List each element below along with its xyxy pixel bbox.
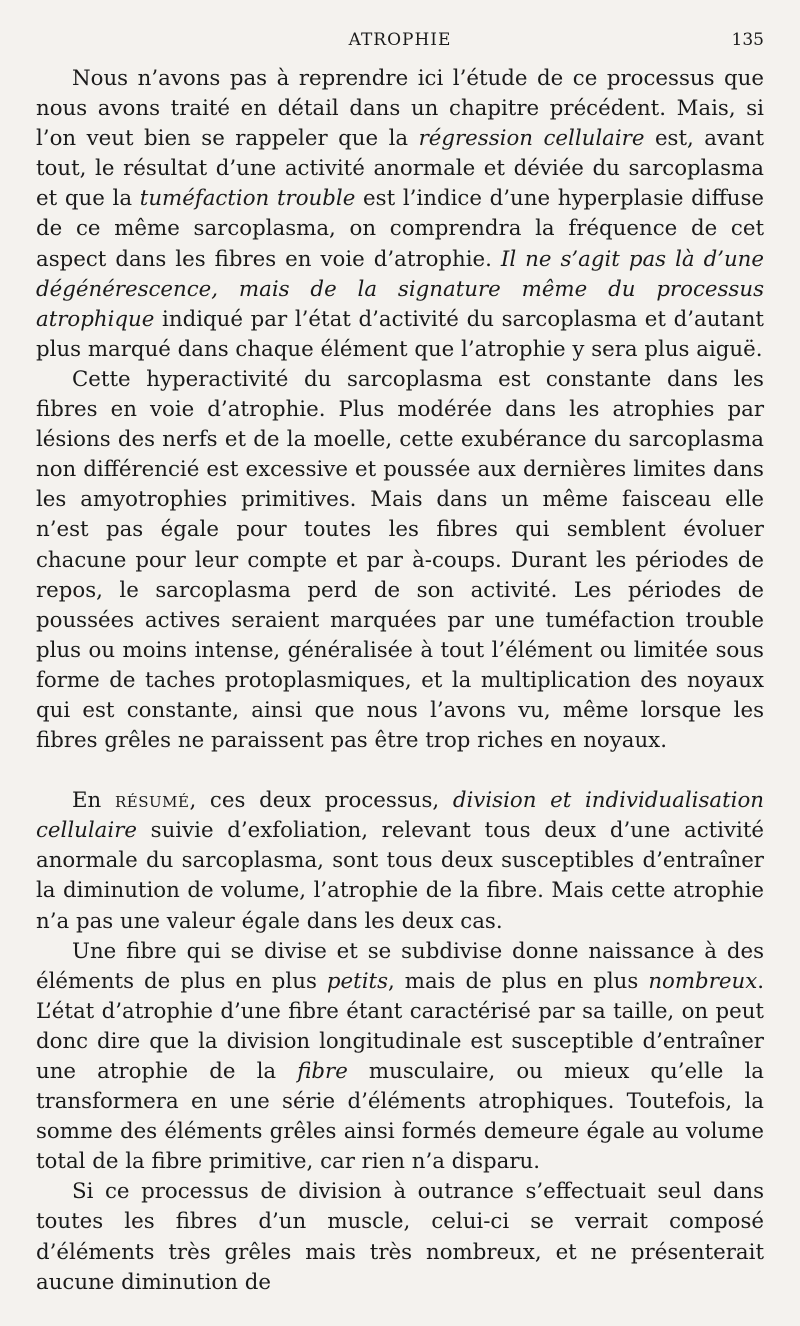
emphasis: petits [326,968,388,994]
emphasis: division et individualisation cellulaire [36,788,764,844]
body-text [36,64,764,1298]
chapter-title: ATROPHIE [348,30,452,50]
paragraph-2: Cette hyperactivité du sarcoplasma est constante dans les fibres en voie d’atrophie. Plus modérée dans les atrophies par lésions des nerfs et de la moelle, cette exubérance du sarcoplasma non différencié est excessive et poussée aux dernières limites dans les amyotrophies primitives. Mais dans un même faisceau elle n’est pas égale pour toutes les fibres qui semblent évoluer chacune pour leur compte et par à-coups. Durant les périodes de repos, le sarcoplasma perd de son activité. Les périodes de poussées actives seraient marquées par une tuméfaction trouble plus ou moins intense, généralisée à tout l’élément ou limitée sous forme de taches protoplasmiques, et la multiplication des noyaux qui est constante, ainsi que nous l’avons vu, même lorsque les fibres grêles ne paraissent pas être trop riches en noyaux. [36,366,764,754]
paragraph-3: En résumé, ces deux processus, division et individualisation cellulaire suivie d’exfoliation, relevant tous deux d’une activité anormale du sarcoplasma, sont tous deux susceptibles d’entraîner la diminution de volume, l’atrophie de la fibre. Mais cette atrophie n’a pas une valeur égale dans les deux cas. [36,788,764,934]
small-caps-term: résumé [114,788,190,814]
paragraph-5: Si ce processus de division à outrance s’effectuait seul dans toutes les fibres d’un muscle, celui-ci se verrait composé d’éléments très grêles mais très nombreux, et ne présenterait aucune diminution de [36,1179,764,1295]
paragraph-4: Une fibre qui se divise et se subdivise donne naissance à des éléments de plus en plus petits, mais de plus en plus nombreux. L’état d’atrophie d’une fibre étant caractérisé par sa taille, on peut donc dire que la division longitudinale est susceptible d’entraîner une atrophie de la fibre musculaire, ou mieux qu’elle la transformera en une série d’éléments atrophiques. Toutefois, la somme des éléments grêles ainsi formés demeure égale au volume total de la fibre primitive, car rien n’a disparu. [36,938,764,1175]
emphasis: nombreux [648,968,758,994]
emphasis: fibre [297,1059,348,1084]
emphasis: tuméfaction trouble [139,186,356,212]
paragraph-1: Nous n’avons pas à reprendre ici l’étude de ce processus que nous avons traité en détail dans un chapitre précédent. Mais, si l’on veut bien se rappeler que la régression cellulaire est, avant tout, le résultat d’une activité anormale et déviée du sarcoplasma et que la tuméfaction trouble est l’indice d’une hyperplasie diffuse de ce même sarcoplasma, on comprendra la fréquence de cet aspect dans les fibres en voie d’atrophie. Il ne s’agit pas là d’une dégénérescence, mais de la signature même du processus atrophique indiqué par l’état d’activité du sarcoplasma et d’autant plus marqué dans chaque élément que l’atrophie y sera plus aiguë. [36,66,765,362]
emphasis: Il ne s’agit pas là d’une dégénérescence, mais de la signature même du processus atrophique [36,246,765,332]
running-head [36,30,764,54]
page-number: 135 [731,30,764,50]
emphasis: régression cellulaire [418,126,645,152]
